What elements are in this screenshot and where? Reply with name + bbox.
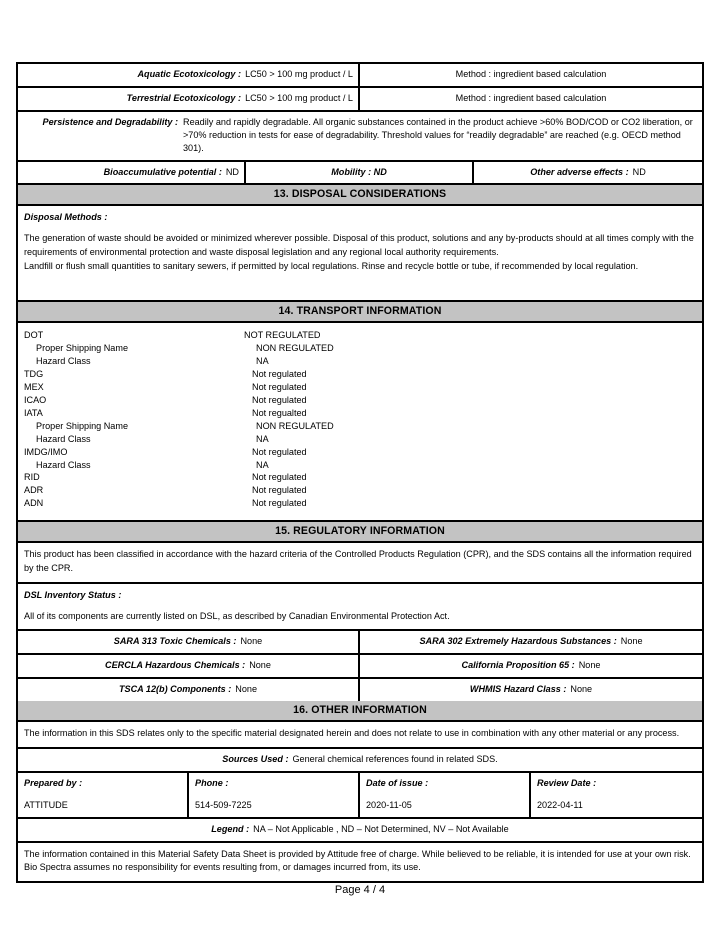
transport-entry-name: Proper Shipping Name bbox=[36, 420, 128, 431]
transport-entry-value: Not regulated bbox=[252, 446, 307, 457]
transport-entry-value: Not regulated bbox=[252, 394, 307, 405]
transport-entry-name: Hazard Class bbox=[36, 459, 91, 470]
regulatory-item-label: California Proposition 65 : bbox=[461, 660, 575, 671]
transport-entry-value: Not regualted bbox=[252, 407, 307, 418]
transport-entry bbox=[24, 407, 696, 420]
sds-table bbox=[16, 62, 704, 883]
section-14-header: 14. TRANSPORT INFORMATION bbox=[18, 302, 702, 323]
transport-entry-value: Not regulated bbox=[252, 369, 307, 380]
transport-entry-name: IATA bbox=[24, 407, 43, 418]
phone-value: 514-509-7225 bbox=[195, 799, 252, 810]
date-of-issue-cell bbox=[360, 773, 531, 817]
transport-entry-value: Not regulated bbox=[252, 472, 307, 483]
regulatory-item-label: CERCLA Hazardous Chemicals : bbox=[105, 660, 246, 671]
transport-entry bbox=[24, 471, 696, 484]
bioaccumulative-potential-cell bbox=[18, 162, 246, 184]
row-legend bbox=[18, 819, 702, 843]
transport-entry-name: IMDG/IMO bbox=[24, 446, 68, 457]
aquatic-ecotoxicology-value: LC50 > 100 mg product / L bbox=[245, 69, 353, 79]
regulatory-item-value: None bbox=[578, 660, 601, 671]
persistence-degradability-label: Persistence and Degradability : bbox=[42, 116, 178, 127]
prepared-by-cell bbox=[18, 773, 189, 817]
row-persistence-degradability bbox=[18, 112, 702, 162]
transport-entry-name: ADN bbox=[24, 498, 44, 509]
terrestrial-ecotoxicology-value: LC50 > 100 mg product / L bbox=[245, 92, 353, 103]
regulatory-item-cell bbox=[18, 679, 360, 701]
regulatory-item-value: None bbox=[249, 660, 271, 671]
row-sources-used bbox=[18, 749, 702, 773]
aquatic-ecotoxicology-cell bbox=[18, 64, 360, 86]
transport-entry-value: NON REGULATED bbox=[256, 420, 334, 431]
sources-used-cell bbox=[18, 749, 702, 771]
prepared-by-label: Prepared by : bbox=[24, 777, 83, 788]
transport-entry-value: Not regulated bbox=[252, 382, 307, 393]
section-16-header: 16. OTHER INFORMATION bbox=[18, 701, 702, 722]
disposal-paragraph-1: The generation of waste should be avoided or minimized wherever possible. Disposal of this product, solutions and any by-products should at all times comply with the requirements of environmental protection and waste disposal legislation and any regional local authority requirements. bbox=[24, 233, 694, 258]
mobility-cell bbox=[246, 162, 474, 184]
transport-entry bbox=[24, 497, 696, 510]
dsl-inventory-status-text: All of its components are currently listed on DSL, as described by Canadian Environmental Protection Act. bbox=[24, 610, 450, 621]
regulatory-item-label: WHMIS Hazard Class : bbox=[469, 684, 567, 695]
phone-cell bbox=[189, 773, 360, 817]
transport-entry-name: MEX bbox=[24, 382, 44, 393]
terrestrial-ecotoxicology-method: Method : ingredient based calculation bbox=[455, 92, 607, 103]
bioaccumulative-potential-value: ND bbox=[225, 166, 239, 177]
regulatory-item-label: TSCA 12(b) Components : bbox=[118, 684, 232, 695]
review-date-cell bbox=[531, 773, 702, 817]
transport-entry bbox=[24, 355, 696, 368]
legend-label: Legend : bbox=[211, 823, 250, 834]
bioaccumulative-potential-label: Bioaccumulative potential : bbox=[103, 166, 222, 177]
transport-entry-value: Not regulated bbox=[252, 498, 307, 509]
dsl-inventory-status-block bbox=[18, 584, 702, 632]
disclaimer-block bbox=[18, 843, 702, 882]
aquatic-ecotoxicology-method: Method : ingredient based calculation bbox=[455, 69, 607, 79]
transport-entry-name: Hazard Class bbox=[36, 356, 91, 367]
aquatic-ecotoxicology-label: Aquatic Ecotoxicology : bbox=[137, 69, 242, 79]
transport-entry bbox=[24, 446, 696, 459]
transport-entry bbox=[24, 394, 696, 407]
transport-entry bbox=[24, 484, 696, 497]
regulatory-item-cell bbox=[360, 655, 702, 677]
transport-entry-name: DOT bbox=[24, 330, 44, 341]
date-of-issue-label: Date of issue : bbox=[366, 777, 429, 788]
transport-entry-value: NOT REGULATED bbox=[244, 330, 321, 341]
transport-entry-value: NON REGULATED bbox=[256, 343, 334, 354]
prepared-by-value: ATTITUDE bbox=[24, 799, 68, 810]
regulatory-item-label: SARA 302 Extremely Hazardous Substances : bbox=[419, 636, 617, 647]
other-adverse-effects-cell bbox=[474, 162, 702, 184]
disposal-methods-label: Disposal Methods : bbox=[24, 212, 108, 223]
review-date-label: Review Date : bbox=[537, 777, 597, 788]
other-information-text: The information in this SDS relates only to the specific material designated herein and does not relate to use in combination with any other material or any process. bbox=[24, 728, 680, 739]
transport-entry-name: TDG bbox=[24, 369, 44, 380]
transport-entry-name: Hazard Class bbox=[36, 433, 91, 444]
transport-entry-value: Not regulated bbox=[252, 485, 307, 496]
row-terrestrial-ecotoxicology bbox=[18, 88, 702, 112]
sources-used-value: General chemical references found in related SDS. bbox=[292, 753, 498, 764]
transport-entry bbox=[24, 368, 696, 381]
row-bioaccumulative-mobility-other bbox=[18, 162, 702, 186]
terrestrial-ecotoxicology-label: Terrestrial Ecotoxicology : bbox=[126, 92, 242, 103]
other-adverse-effects-value: ND bbox=[632, 166, 646, 177]
persistence-degradability-cell bbox=[18, 112, 702, 160]
row-aquatic-ecotoxicology bbox=[18, 64, 702, 88]
regulatory-intro-text: This product has been classified in accordance with the hazard criteria of the Controlled Products Regulation (CPR), and the SDS contains all the information required by the CPR. bbox=[24, 549, 692, 573]
transport-entry-name: RID bbox=[24, 472, 40, 483]
transport-entry bbox=[24, 381, 696, 394]
transport-entry bbox=[24, 420, 696, 433]
regulatory-pair-row bbox=[18, 655, 702, 679]
regulatory-item-value: None bbox=[620, 636, 643, 647]
section-15-header: 15. REGULATORY INFORMATION bbox=[18, 522, 702, 543]
legend-cell bbox=[18, 819, 702, 841]
transport-entry bbox=[24, 459, 696, 472]
section-13-body bbox=[18, 206, 702, 302]
legend-value: NA – Not Applicable , ND – Not Determined, NV – Not Available bbox=[253, 823, 509, 834]
review-date-value: 2022-04-11 bbox=[537, 799, 583, 810]
row-prepared-by bbox=[18, 773, 702, 819]
regulatory-item-cell bbox=[360, 631, 702, 653]
phone-label: Phone : bbox=[195, 777, 229, 788]
regulatory-item-cell bbox=[18, 655, 360, 677]
dsl-inventory-status-label: DSL Inventory Status : bbox=[24, 589, 122, 600]
regulatory-pair-rows bbox=[18, 631, 702, 701]
regulatory-item-label: SARA 313 Toxic Chemicals : bbox=[113, 636, 237, 647]
section-15-intro bbox=[18, 543, 702, 584]
regulatory-pair-row bbox=[18, 631, 702, 655]
transport-entry bbox=[24, 329, 696, 342]
page-number: Page 4 / 4 bbox=[334, 884, 386, 896]
date-of-issue-value: 2020-11-05 bbox=[366, 799, 412, 810]
regulatory-item-cell bbox=[360, 679, 702, 701]
disposal-paragraph-2: Landfill or flush small quantities to sanitary sewers, if permitted by local regulations. Rinse and recycle bottle or tube, if recommended by local regulation. bbox=[24, 260, 639, 271]
transport-entry-name: Proper Shipping Name bbox=[36, 343, 128, 354]
regulatory-item-cell bbox=[18, 631, 360, 653]
transport-entry-name: ADR bbox=[24, 485, 44, 496]
sources-used-label: Sources Used : bbox=[222, 753, 289, 764]
disclaimer-text: The information contained in this Material Safety Data Sheet is provided by Attitude free of charge. While believed to be reliable, it is intended for use at your own risk. Bio Spectra assumes no responsibility for events resulting from, or damages incurred from, its use. bbox=[24, 848, 691, 873]
regulatory-item-value: None bbox=[235, 684, 258, 695]
transport-entry-value: NA bbox=[256, 356, 269, 367]
transport-entry-name: ICAO bbox=[24, 394, 47, 405]
page-footer bbox=[0, 884, 720, 896]
regulatory-pair-row bbox=[18, 679, 702, 701]
mobility-label: Mobility : ND bbox=[331, 166, 387, 177]
section-13-header: 13. DISPOSAL CONSIDERATIONS bbox=[18, 185, 702, 206]
terrestrial-ecotoxicology-cell bbox=[18, 88, 360, 110]
persistence-degradability-value: Readily and rapidly degradable. All organic substances contained in the product achieve >60% BOD/COD or CO2 liberation, or >70% reduction in tests for ease of degradability. Threshold values for “readily degradable” are reached (e.g. OECD method 301). bbox=[183, 116, 693, 153]
regulatory-item-value: None bbox=[570, 684, 593, 695]
transport-entry-list bbox=[18, 323, 702, 522]
transport-entry-value: NA bbox=[256, 459, 269, 470]
section-16-intro bbox=[18, 722, 702, 749]
other-adverse-effects-label: Other adverse effects : bbox=[530, 166, 629, 177]
transport-entry bbox=[24, 342, 696, 355]
transport-entry-value: NA bbox=[256, 433, 269, 444]
transport-entry bbox=[24, 433, 696, 446]
regulatory-item-value: None bbox=[240, 636, 263, 647]
